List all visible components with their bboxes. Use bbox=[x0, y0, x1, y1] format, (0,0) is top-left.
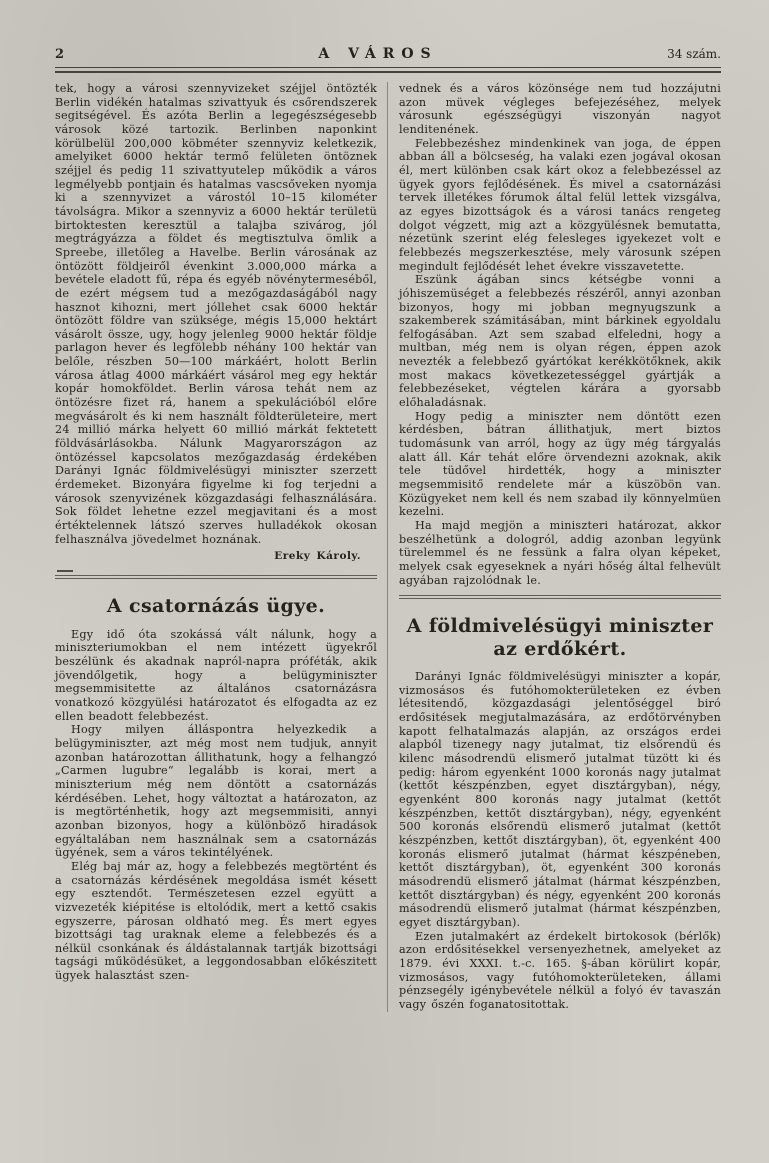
left-column bbox=[55, 82, 387, 1012]
issue-number: 34 szám. bbox=[667, 47, 721, 61]
paragraph: Eszünk ágában sincs kétségbe vonni a jóhiszemüséget a felebbezés részéről, annyi azonban bizonyos, hogy mi jobban megnyugszunk a szakemberek számitásában, mint bárkinek egyoldalu felfogásában. Azt sem szabad elfeledni, hogy a multban, még nem is olyan régen, éppen azok nevezték a felebbező gyártókat kerékkötőknek, akik most makacs következetességgel gyártják a felebbezéseket, végtelen kárára a gyorsabb előhaladásnak. bbox=[399, 273, 721, 410]
article2-headline: A csatornázás ügye. bbox=[106, 595, 326, 618]
article3-body bbox=[399, 670, 721, 1011]
paragraph: Felebbezéshez mindenkinek van joga, de éppen abban áll a bölcseség, ha valaki ezen jogával okosan él, mert különben csak kárt okoz a felebbezéssel az ügyek gyors fejlődésének. És mivel a csatornázási tervek illetékes fórumok által felül lettek vizsgálva, az egyes bizottságok és a városi tanács rengeteg dolgot végzett, mig azt a közgyülésnek bemutatta, nézetünk szerint elég felesleges igyekezet volt e felebbezés megszerkesztése, mely városunk szépen megindult fejlődését lehet évekre visszavetette. bbox=[399, 136, 721, 273]
page-header bbox=[55, 46, 721, 62]
paragraph: Darányi Ignác földmivelésügyi miniszter a kopár, vizmosásos és futóhomokterületeken ez évben létesitendő, közgazdasági jelentőséggel biró erdősitések megjutalmazására, az erdőtörvényben kapott felhatalmazás alapján, az országos erdei alapból tizenegy nagy jutalmat, tiz elsőrendü és kilenc másodrendü elismerő jutalmat tüzött ki és pedig: három egyenként 1000 koronás nagy jutalmat (kettőt készpénzben, egyet disztárgyban), négy, egyenként 800 koronás nagy jutalmat (kettőt készpénzben, kettőt disztárgyban), négy, egyenként 500 koronás elsőrendü elismerő jutalmat (kettőt készpénzben, kettőt disztárgyban), öt, egyenként 400 koronás elismerő jutalmat (hármat készpéneben, kettőt disztárgyban), öt, egyenként 300 koronás másodrendü elismerő játalmat (hármat készpénzben, kettőt disztárgyban) és négy, egyenként 200 koronás másodrendü elismerő jutalmat (hármat készpénzben, egyet disztárgyban). bbox=[399, 670, 721, 929]
header-rule bbox=[55, 67, 721, 73]
article3-headline: A földmivelésügyi miniszter az erdőkért. bbox=[406, 615, 714, 660]
paragraph: Elég baj már az, hogy a felebbezés megtörtént és a csatornázás kérdésének megoldása ismét késett egy esztendőt. Természetesen ezzel együtt a vizvezeték kiépitése is eltolódik, mert a kettő csakis egyszerre, párosan oldható meg. És mert egyes bizottsági tag uraknak eleme a felebbezés és a nélkül csonkának és áldástalannak tartják bizottsági tagsági működésüket, a leggondosabban előkészitett ügyek halasztást szen- bbox=[55, 859, 377, 983]
paragraph: Hogy pedig a miniszter nem döntött ezen kérdésben, bátran állithatjuk, mert biztos tudomásunk van arról, hogy az ügy még tárgyalás alatt áll. Kár tehát előre örvendezni azoknak, akik tele tüdővel hirdették, hogy a miniszter megsemmisitő rendelete már a küszöbön van. Közügyeket nem kell és nem szabad ily könnyelmüen kezelni. bbox=[399, 409, 721, 519]
article2-continuation-text: vednek és a város közönsége nem tud hozzájutni azon müvek végleges befejezéséhez, melyek városunk egészségügyi viszonyán nagyot lenditenének. bbox=[399, 82, 721, 136]
end-dash-mark bbox=[57, 570, 73, 572]
paragraph: Egy idő óta szokássá vált nálunk, hogy a miniszteriumokban el nem intézett ügyekről beszélünk és akadnak napról-napra próféták, akik jövendőlgetik, hogy a belügyminiszter megsemmisitette az általános csatornázásra vonatkozó közgyülési határozatot és elfogadta az ez ellen beadott felebbezést. bbox=[55, 627, 377, 723]
paragraph: Ha majd megjön a miniszteri határozat, akkor beszélhetünk a dologról, addig azonban legyünk türelemmel és ne fessünk a falra olyan képeket, melyek csak egyeseknek a nyári hőség által felhevült agyában rajzolódnak le. bbox=[399, 519, 721, 587]
article1-signature: Ereky Károly. bbox=[274, 550, 361, 563]
right-column bbox=[387, 82, 721, 1012]
text-columns bbox=[55, 82, 721, 1012]
section-divider-rule bbox=[399, 595, 721, 599]
article2-body-continued bbox=[399, 137, 721, 588]
article1-continuation-text: tek, hogy a városi szennyvizeket széjjel öntözték Berlin vidékén hatalmas szivattyuk és csőrendszerek segitségével. És azóta Berlin a legegészségesebb városok közé tartozik. Berlinben naponkint körülbelül 200,000 köbméter szennyviz keletkezik, amelyiket 6000 hektár termő felületen öntöznek széjjel és pedig 11 szivattyutelep működik a város legmélyebb pontjain és hatalmas vascsőveken nyomja ki a szennyvizet a várostól 10–15 kilométer távolságra. Mikor a szennyviz a 6000 hektár területü birtoktesten keresztül a talajba szivárog, jól megtrágyázza a földet és megtisztulva ömlik a Spreebe, illetőleg a Havelbe. Berlin városának az öntözött földjeiről évenkint 3.000,000 márka a bevétele eladott fű, répa és egyéb növénytermeséből, de ezért mégsem tud a mezőgazdaságából nagy hasznot kihozni, mert jóllehet csak 6000 hektár öntözött földre van szüksége, mégis 15,000 hektárt vásárolt össze, ugy, hogy jelenleg 9000 hektár földje parlagon hever és legfölebb néhány 100 hektár van belőle, részben 50—100 márkáért, holott Berlin városa átlag 4000 márkáért vásárol meg egy hektár kopár homokföldet. Berlin városa tehát nem az öntözésre fizet rá, hanem a spekulációból előre megvásárolt és ki nem használt földterületeire, mert 24 millió márka helyett 60 millió márkát fektetett földvásárlásokba. Nálunk Magyarországon az öntözéssel kapcsolatos mezőgazdaság érdekében Darányi Ignác földmivelésügyi miniszter szerzett érdemeket. Bizonyára figyelme ki fog terjedni a városok szenyvizének közgazdasági felhasználására. Sok földet lehetne ezzel megjavitani és a most értéktelennek látszó szerves hulladékok okosan felhasználva jövedelmet hoznának. bbox=[55, 82, 377, 546]
section-divider-rule bbox=[55, 575, 377, 579]
page-number: 2 bbox=[55, 47, 65, 62]
newspaper-title: A VÁROS bbox=[318, 46, 438, 62]
article2-body bbox=[55, 628, 377, 983]
paragraph: Hogy milyen álláspontra helyezkedik a belügyminiszter, azt még most nem tudjuk, annyit azonban határozottan állithatunk, hogy a felhangzó „Carmen lugubre“ legalább is korai, mert a miniszterium még nem döntött a csatornázás kérdésében. Lehet, hogy változtat a határozaton, az is megtörténhetik, hogy azt megsemmisiti, annyi azonban bizonyos, hogy a különböző hiradások egyáltalában nem használnak sem a csatornázás ügyének, sem a város tekintélyének. bbox=[55, 723, 377, 860]
paragraph: Ezen jutalmakért az érdekelt birtokosok (bérlők) azon erdősitésekkel versenyezhetnek, amelyeket az 1879. évi XXXI. t.-c. 165. §-ában körülirt kopár, vizmosásos, vagy futóhomokterületeken, állami pénzsegély igénybevétele nélkül a folyó év tavaszán vagy őszén foganatositottak. bbox=[399, 929, 721, 1011]
